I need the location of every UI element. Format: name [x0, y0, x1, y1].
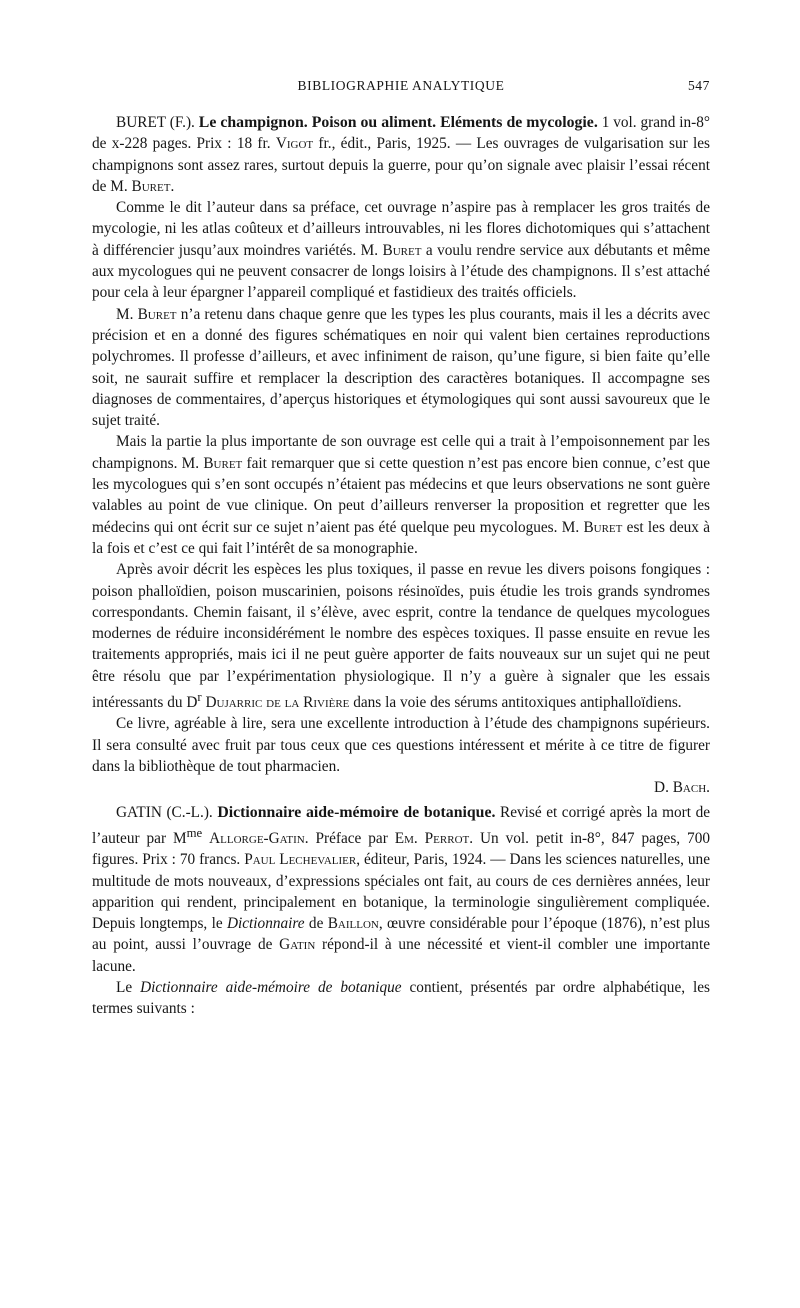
review-1-paragraph: Après avoir décrit les espèces les plus toxiques, il passe en revue les divers poisons fongiques : poison phalloïdien, poison muscarinien, poisons résinoïdes, puis étudie les trois grands syndromes correspondants. Chemin faisant, il s’élève, avec esprit, contre la tendance de quelques mycologues modernes de réduire inconsidérément le nombre des espèces toxiques. Il passe ensuite en revue les traitements appropriés, mais ici il ne peut guère apporter de faits nouveaux sur un sujet qui ne peut être résolu que par l’expérimentation physiologique. Il n’y a guère à signaler que les essais intéressants du $D^r$ Dujarric de la Rivière dans la voie des sérums antitoxiques antiphalloïdiens.: [92, 561, 710, 712]
page-body: [92, 112, 710, 1020]
review-2-author: GATIN (C.-L.).: [116, 803, 213, 821]
doctor-name: Dujarric de la Rivière: [205, 694, 350, 712]
review-1-publisher: Vigot: [275, 135, 314, 153]
review-2-title: Dictionnaire aide-mémoire de botanique.: [217, 803, 496, 821]
review-1-closing-paragraph: Ce livre, agréable à lire, sera une excellente introduction à l’étude des champignons supérieurs. Il sera consulté avec fruit par tous ceux que ces questions intéressent et mérite à ce titre de figurer dans la bibliothèque de tout pharmacien.: [92, 715, 710, 775]
page-number: 547: [687, 78, 710, 93]
running-header: [92, 78, 710, 98]
review-1-heading-paragraph: BURET (F.). Le champignon. Poison ou aliment. Eléments de mycologie. 1 vol. grand in-8° de x-228 pages. Prix : 18 fr. Vigot fr., édit., Paris, 1925. — Les ouvrages de vulgarisation sur les champignons sont assez rares, surtout depuis la guerre, pour qu’on signale avec plaisir l’essai récent de M. Buret.: [92, 114, 710, 195]
review-1-paragraph: Comme le dit l’auteur dans sa préface, cet ouvrage n’aspire pas à remplacer les gros traités de mycologie, ni les atlas coûteux et d’ailleurs introuvables, ni les flores dichotomiques qui s’attachent à différencier jusqu’aux moindres variétés. M. Buret a voulu rendre service aux débutants et même aux mycologues qui ne peuvent consacrer de longs loisirs à l’étude des champignons. Il s’est attaché pour cela à leur épargner l’appareil compliqué et fastidieux des traités officiels.: [92, 199, 711, 302]
review-1-author: BURET (F.).: [116, 114, 195, 131]
review-2-paragraph: Le Dictionnaire aide-mémoire de botanique contient, présentés par ordre alphabétique, les termes suivants :: [92, 979, 711, 1018]
review-2-heading-paragraph: GATIN (C.-L.). Dictionnaire aide-mémoire de botanique. Revisé et corrigé après la mort de l’auteur par $M^{me}$ Allorge-Gatin. Préface par Em. Perrot. Un vol. petit in-8°, 847 pages, 700 figures. Prix : 70 francs. Paul Lechevalier, éditeur, Paris, 1924. — Dans les sciences naturelles, une multitude de mots nouveaux, d’expressions spéciales ont fait, au cours de ces dernières années, leur apparition qui rendent, principalement en botanique, la terminologie singulièrement compliquée. Depuis longtemps, le Dictionnaire de Baillon, œuvre considérable pour l’époque (1876), n’est plus au point, aussi l’ouvrage de Gatin répond-il à une nécessité et vient-il combler une importante lacune.: [92, 803, 711, 975]
review-1-paragraph: M. Buret n’a retenu dans chaque genre que les types les plus courants, mais il les a décrits avec précision et en a donné des figures schématiques en noir qui valent bien certaines reproductions polychromes. Il professe d’ailleurs, et avec infiniment de raison, qu’une figure, si bien faite qu’elle soit, ne saurait suffire et remplacer la description des caractères botaniques. Il accompagne ses diagnoses de commentaires, d’aperçus historiques et étymologiques qui sont aussi savoureux que le sujet traité.: [92, 305, 710, 430]
review-1-paragraph: Mais la partie la plus importante de son ouvrage est celle qui a trait à l’empoisonnement par les champignons. M. Buret fait remarquer que si cette question n’est pas encore bien connue, c’est que les mycologues qui s’en sont occupés n’étaient pas médecins et que leurs observations ne sont guère valables au point de vue clinique. On peut d’ailleurs renverser la proposition et regretter que les médecins qui ont écrit sur ce sujet n’aient pas été quelque peu mycologues. M. Buret est les deux à la fois et c’est ce qui fait l’intérêt de sa monographie.: [92, 433, 711, 557]
running-title: BIBLIOGRAPHIE ANALYTIQUE: [297, 78, 505, 93]
review-1-title: Le champignon. Poison ou aliment. Eléments de mycologie.: [198, 114, 598, 131]
review-1-signature: D. Bach.: [654, 779, 710, 797]
